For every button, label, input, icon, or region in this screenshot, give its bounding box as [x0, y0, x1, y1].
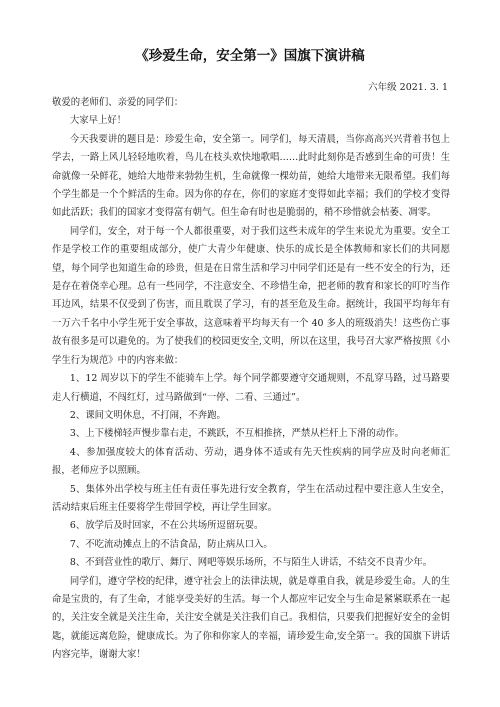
rule-item: 2、课间文明休息，不打闹，不奔跑。	[69, 409, 226, 421]
rule-item: 7、不吃流动摊点上的不洁食品，防止病从口入。	[69, 538, 273, 550]
rule-item: 5、集体外出学校与班主任有责任事先进行安全教育，学生在活动过程中要注意人生安全，活动结束后班主任要将学生带回学校，再让学生回家。	[52, 483, 450, 513]
paragraph-intro: 今天我要讲的题目是：珍爱生命，安全第一。同学们，每天清晨，当你高高兴兴背着书包上学去，一路上风儿轻轻地吹着，鸟儿在枝头欢快地歌唱……此时此刻你是否感到生命的可贵！生命就像一朵鲜花，她给大地带来勃勃生机，生命就像一棵幼苗，她给大地带来无限希望。我们每个学生都是一个个鲜活的生命。因为你的存在，你们的家庭才变得如此幸福；我们的学校才变得如此活跃；我们的国家才变得富有朝气。但生命有时也是脆弱的，稍不珍惜就会枯萎、凋零。	[52, 133, 450, 219]
document-title: 《珍爱生命，安全第一》国旗下演讲稿	[135, 48, 365, 64]
rule-item: 8、不到营业性的歌厅、舞厅、网吧等娱乐场所，不与陌生人讲话，不结交不良青少年。	[69, 557, 433, 569]
paragraph-greeting: 大家早上好！	[69, 115, 127, 127]
salutation: 敬爱的老师们、亲爱的同学们：	[52, 97, 184, 108]
document-body	[52, 94, 450, 665]
rule-item: 1、12 周岁以下的学生不能骑车上学。每个同学都要遵守交通规则，不乱穿马路，过马路要走人行横道，不闯红灯，过马路做到“一停、二看、三通过”。	[52, 373, 450, 403]
paragraph-safety: 同学们，安全，对于每一个人都很重要，对于我们这些未成年的学生来说尤为重要。安全工作是学校工作的重要组成部分，使广大青少年健康、快乐的成长是全体教师和家长们的共同愿望，每个同学也知道生命的珍贵，但是在日常生活和学习中同学们还是有一些不安全的行为，还是存在着侥幸心理。总有一些同学，不注意安全、不珍惜生命，把老师的教育和家长的叮咛当作耳边风，结果不仅受到了伤害，而且耽误了学习，有的甚至危及生命。据统计，我国平均每年有一万六千名中小学生死于安全事故，这意味着平均每天有一个 40 多人的班级消失！这些伤亡事故有很多是可以避免的。为了使我们的校园更安全,文明，所以在这里，我号召大家严格按照《小学生行为规范》中的内容来做：	[52, 225, 450, 366]
paragraph-conclusion: 同学们，遵守学校的纪律，遵守社会上的法律法规，就是尊重自我，就是珍爱生命。人的生命是宝贵的，有了生命，才能享受美好的生活。每一个人都应牢记安全与生命是紧紧联系在一起的，关注安全就是关注生命，关注安全就是关注我们自己。我相信，只要我们把握好安全的金钥匙，就能远离危险，健康成长。为了你和你家人的幸福，请珍爱生命,安全第一。我的国旗下讲话内容完毕，谢谢大家！	[52, 575, 450, 661]
document-date: 六年级 2021. 3. 1	[368, 82, 448, 93]
rule-item: 4、参加强度较大的体育活动、劳动，遇身体不适或有先天性疾病的同学应及时向老师汇报，老师应予以照顾。	[52, 446, 450, 477]
rule-item: 3、上下楼梯轻声慢步靠右走，不跳跃，不互相推挤，严禁从栏杆上下滑的动作。	[69, 428, 404, 440]
rule-item: 6、放学后及时回家，不在公共场所逗留玩耍。	[69, 520, 264, 532]
